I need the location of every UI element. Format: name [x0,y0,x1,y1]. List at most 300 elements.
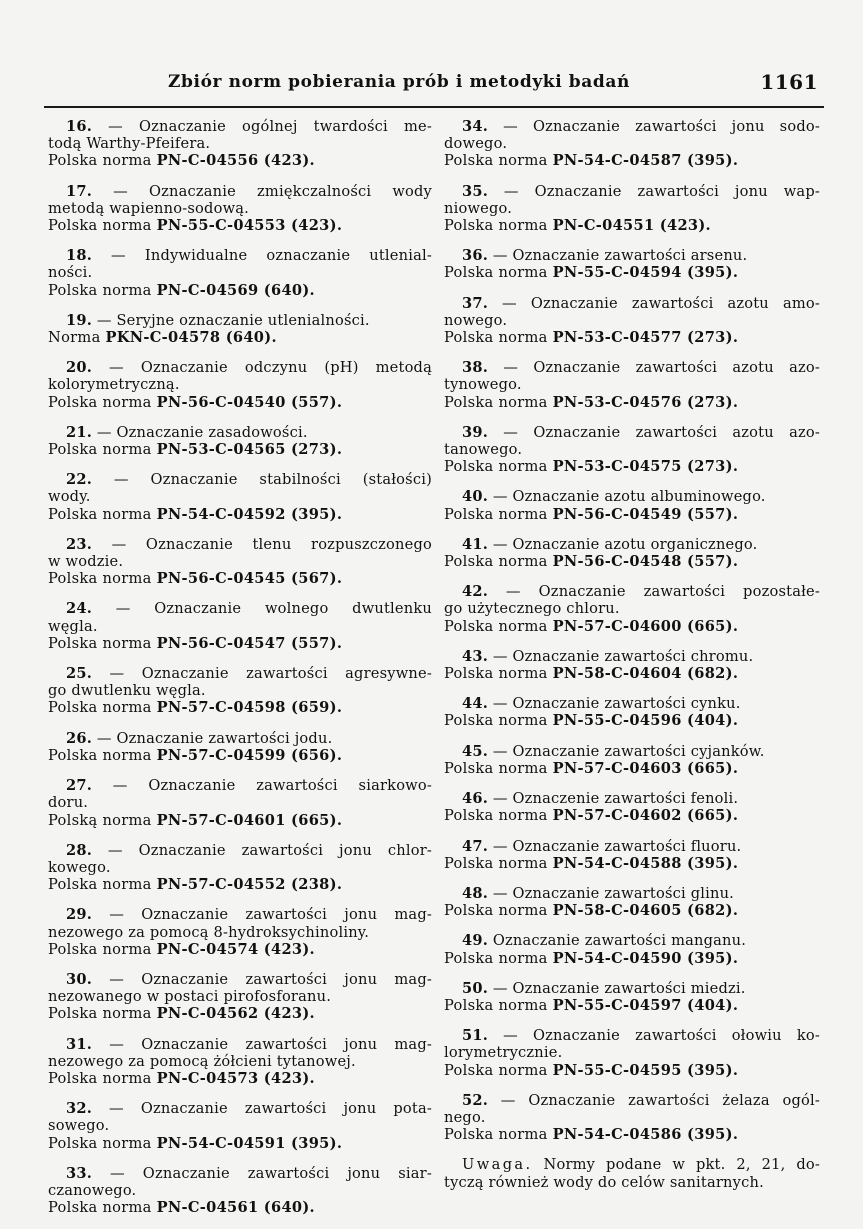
standard-code: PN-58-C-04605 (682). [552,902,739,920]
entry-number: 20. [66,359,92,377]
entry-title-text: — Oznaczanie zawartości jonu wap- [503,182,820,200]
standard-prefix: Polska norma [444,393,553,411]
entry-number: 37. [462,294,488,312]
entry-title-text: sowego. [48,1117,110,1135]
note-line [444,1156,820,1173]
standard-reference [444,458,820,475]
entry-number: 33. [66,1164,92,1182]
standard-reference [444,152,820,169]
entry-title-line [48,600,432,617]
entry-title-text: — Oznaczanie ogólnej twardości me- [108,118,432,135]
entry-title-text: — Oznaczanie zawartości jonu sodo- [503,118,821,135]
entry-title-line [48,1117,432,1134]
standard-reference [444,329,820,346]
entry-title-text: kolorymetryczną. [48,376,180,394]
entry-title-text: nezowanego w postaci pirofosforanu. [48,988,332,1006]
entry-title-text: — Oznaczanie azotu organicznego. [492,535,758,553]
entry-title-text: — Oznaczanie zawartości jonu pota- [109,1100,432,1118]
standard-code: PN-57-C-04601 (665). [156,811,343,829]
entry-title-line [444,695,820,712]
standard-code: PN-57-C-04552 (238). [156,876,343,894]
entry-title-line [444,488,820,505]
standard-code: PN-57-C-04598 (659). [156,699,343,717]
standard-reference [444,902,820,919]
standard-reference [48,570,432,587]
entry-number: 26. [66,729,92,747]
standard-reference [444,950,820,967]
standard-prefix: Polska norma [48,441,157,459]
standard-code: PN-56-C-04549 (557). [552,505,739,523]
entry-title-text: — Oznaczanie zawartości fluoru. [492,837,742,855]
standard-code: PN-54-C-04592 (395). [156,505,343,523]
entry-title-line [444,885,820,902]
standard-prefix: Polska norma [444,264,553,282]
standard-entry [444,980,820,1014]
entry-title-line [48,118,432,135]
entry-number: 28. [66,841,92,859]
standard-code: PN-54-C-04587 (395). [552,152,739,170]
entry-number: 22. [66,471,92,489]
entry-title-text: węgla. [48,617,98,635]
entry-title-line [48,1182,432,1199]
standard-reference [48,217,432,234]
standard-prefix: Polska norma [48,1069,157,1087]
entry-title-text: — Oznaczanie zawartości pozostałe- [505,583,820,601]
entry-number: 39. [462,423,488,441]
entry-number: 31. [66,1035,92,1053]
entry-number: 48. [462,884,488,902]
entry-title-text: czanowego. [48,1181,137,1199]
standard-code: PN-55-C-04597 (404). [552,996,739,1014]
entry-number: 29. [66,906,92,924]
standard-prefix: Polska norma [444,902,553,920]
standard-prefix: Polska norma [444,329,553,347]
entry-title-line [444,536,820,553]
entry-title-line [444,932,820,949]
standard-prefix: Polska norma [48,1005,157,1023]
standard-prefix: Polską norma [48,811,157,829]
standard-entry [444,1092,820,1144]
standard-reference [48,876,432,893]
standard-entry [48,1100,432,1152]
standard-code: PN-57-C-04600 (665). [552,617,739,635]
standard-prefix: Polska norma [444,217,553,235]
entry-title-line [48,682,432,699]
entry-title-text: — Oznaczanie zawartości azotu azo- [503,423,820,441]
standard-entry [444,424,820,476]
entry-number: 43. [462,647,488,665]
entry-title-line [444,295,820,312]
entry-title-line [48,971,432,988]
entry-number: 49. [462,932,488,950]
entry-title-line [444,1109,820,1126]
entry-number: 17. [66,182,92,200]
standard-code: PN-54-C-04590 (395). [552,949,739,967]
entry-title-text: — Oznaczanie zawartości żelaza ogól- [500,1091,820,1109]
entry-title-text: dowego. [444,135,508,153]
standard-entry [48,971,432,1023]
entry-number: 16. [66,118,92,135]
standard-entry [444,536,820,570]
standard-code: PN-54-C-04588 (395). [552,854,739,872]
standard-prefix: Polska norma [444,854,553,872]
entry-title-line [48,312,432,329]
standard-reference [48,635,432,652]
entry-title-line [48,988,432,1005]
note-line [444,1174,820,1191]
standard-code: PN-53-C-04575 (273). [552,458,739,476]
standard-code: PN-54-C-04586 (395). [552,1126,739,1144]
entry-title-line [48,536,432,553]
standard-code: PN-53-C-04565 (273). [156,441,343,459]
entry-title-text: — Seryjne oznaczanie utlenialności. [96,311,370,329]
entry-title-text: — Oznaczanie zawartości cynku. [492,695,741,713]
entry-title-text: — Oznaczanie zawartości arsenu. [492,247,748,265]
standard-entry [48,247,432,299]
entry-title-text: — Oznaczanie zawartości jonu mag- [109,970,432,988]
entry-title-line [48,1100,432,1117]
standard-code: PN-55-C-04596 (404). [552,712,739,730]
standard-prefix: Polska norma [444,505,553,523]
entry-title-text: — Oznaczanie wolnego dwutlenku [115,600,433,618]
standard-prefix: Polska norma [48,634,157,652]
standard-reference [48,282,432,299]
standard-prefix: Polska norma [444,996,553,1014]
entry-title-line [444,1044,820,1061]
entry-title-line [444,247,820,264]
entry-title-text: — Oznaczanie tlenu rozpuszczonego [111,535,432,553]
standard-reference [48,1005,432,1022]
entry-number: 52. [462,1091,488,1109]
standard-entry [48,906,432,958]
entry-title-text: kowego. [48,858,111,876]
entry-title-line [48,859,432,876]
entry-number: 45. [462,742,488,760]
entry-title-text: — Oznaczanie zmiękczalności wody [113,182,432,200]
entry-title-text: doru. [48,794,89,812]
standard-prefix: Norma [48,329,106,347]
entry-title-line [444,376,820,393]
entry-title-line [48,1053,432,1070]
standard-reference [48,1070,432,1087]
standard-code: PN-56-C-04540 (557). [156,393,343,411]
standard-prefix: Polska norma [48,393,157,411]
standard-prefix: Polska norma [444,759,553,777]
entry-number: 24. [66,600,92,618]
standard-entry [48,777,432,829]
entry-number: 36. [462,247,488,265]
standard-code: PN-56-C-04548 (557). [552,553,739,571]
standard-prefix: Polska norma [444,712,553,730]
standard-prefix: Polska norma [444,458,553,476]
entry-title-text: — Oznaczanie zawartości jonu chlor- [107,841,432,859]
entry-title-text: nezowego za pomocą 8-hydroksychinoliny. [48,923,370,941]
standard-entry [444,488,820,522]
standard-code: PN-55-C-04594 (395). [552,264,739,282]
standard-code: PN-C-04562 (423). [156,1005,315,1023]
entry-number: 19. [66,311,92,329]
standard-reference [444,553,820,570]
entry-title-line [444,583,820,600]
entry-title-text: niowego. [444,199,513,217]
entry-title-text: — Oznaczanie zawartości azotu azo- [503,359,820,377]
standard-prefix: Polska norma [48,699,157,717]
entry-number: 44. [462,695,488,713]
entry-title-line [48,471,432,488]
entry-title-line [48,842,432,859]
standard-entry [444,247,820,281]
standard-entry [48,359,432,411]
entry-number: 51. [462,1027,488,1045]
entry-title-text: — Oznaczanie zawartości jonu mag- [109,1035,432,1053]
entry-title-line [444,118,820,135]
standard-code: PN-56-C-04547 (557). [156,634,343,652]
entry-title-line [48,618,432,635]
standard-entry [444,838,820,872]
entry-title-text: nowego. [444,311,508,329]
standard-reference [444,997,820,1014]
entry-title-line [444,441,820,458]
entry-title-text: — Oznaczanie zasadowości. [96,423,308,441]
entry-title-line [48,200,432,217]
standard-code: PN-53-C-04576 (273). [552,393,739,411]
standard-code: PN-C-04569 (640). [156,281,315,299]
entry-number: 30. [66,970,92,988]
standard-code: PN-C-04551 (423). [552,217,711,235]
standard-entry [48,665,432,717]
standard-reference [444,665,820,682]
standard-reference [48,152,432,169]
standard-entry [48,1165,432,1217]
standard-prefix: Polska norma [48,940,157,958]
standard-entry [444,790,820,824]
entry-title-text: metodą wapienno-sodową. [48,199,249,217]
standard-reference [444,712,820,729]
standard-reference [48,747,432,764]
standard-entry [444,583,820,635]
standard-entry [444,295,820,347]
standard-code: PN-C-04561 (640). [156,1199,315,1217]
standard-code: PKN-C-04578 (640). [105,329,277,347]
page-header [44,66,824,108]
entry-title-line [444,1027,820,1044]
entry-title-line [444,980,820,997]
standard-code: PN-C-04556 (423). [156,152,315,170]
entry-title-line [48,794,432,811]
standard-prefix: Polska norma [444,807,553,825]
standard-code: PN-C-04573 (423). [156,1069,315,1087]
entry-number: 27. [66,777,92,795]
standard-reference [444,1062,820,1079]
entry-title-line [444,648,820,665]
entry-title-text: tanowego. [444,441,523,459]
entry-title-text: w wodzie. [48,553,124,571]
entry-title-line [444,183,820,200]
entry-title-text: go dwutlenku węgla. [48,682,206,700]
entry-title-line [48,247,432,264]
standard-code: PN-55-C-04595 (395). [552,1061,739,1079]
entry-title-text: — Oznaczanie zawartości jonu siar- [110,1164,432,1182]
entry-title-line [48,424,432,441]
standard-entry [48,118,432,170]
standard-prefix: Polska norma [444,665,553,683]
entry-number: 21. [66,423,92,441]
entry-title-text: — Oznaczanie zawartości agresywne- [109,665,432,683]
standard-reference [444,1126,820,1143]
note-label: Uwaga. [462,1156,533,1174]
entry-number: 23. [66,535,92,553]
standard-code: PN-58-C-04604 (682). [552,665,739,683]
entry-title-line [444,743,820,760]
standard-reference [444,618,820,635]
entry-title-text: ności. [48,264,93,282]
entry-title-line [48,359,432,376]
standard-entry [444,648,820,682]
standard-prefix: Polska norma [48,281,157,299]
standard-prefix: Polska norma [444,617,553,635]
note-paragraph [444,1156,820,1190]
standard-code: PN-55-C-04553 (423). [156,217,343,235]
entry-title-text: nezowego za pomocą żółcieni tytanowej. [48,1052,356,1070]
entry-number: 25. [66,665,92,683]
entry-title-line [48,553,432,570]
note-text: Normy podane w pkt. 2, 21, do- [543,1156,820,1174]
entry-title-text: — Oznaczanie zawartości cyjanków. [492,742,765,760]
standard-reference [48,441,432,458]
entry-title-text: — Oznaczanie zawartości azotu amo- [502,294,820,312]
entry-title-line [48,1036,432,1053]
entry-title-line [444,424,820,441]
left-column [48,118,432,1229]
standard-entry [48,730,432,764]
standard-entry [444,695,820,729]
entry-number: 38. [462,359,488,377]
note-text: tyczą również wody do celów sanitarnych. [444,1173,764,1191]
standard-prefix: Polska norma [48,152,157,170]
entry-title-text: lorymetrycznie. [444,1044,563,1062]
standard-prefix: Polska norma [48,570,157,588]
entry-number: 40. [462,488,488,506]
entry-number: 42. [462,583,488,601]
entry-title-line [48,906,432,923]
entry-title-line [48,488,432,505]
standard-reference [48,506,432,523]
entry-number: 47. [462,837,488,855]
standard-prefix: Polska norma [444,553,553,571]
entry-number: 35. [462,182,488,200]
entry-title-text: Oznaczanie zawartości manganu. [492,932,747,950]
standard-reference [444,506,820,523]
standard-prefix: Polska norma [48,217,157,235]
entry-title-text: go użytecznego chloru. [444,600,620,618]
entry-title-text: — Oznaczenie zawartości fenoli. [492,790,739,808]
standard-entry [444,183,820,235]
entry-title-line [48,730,432,747]
entry-number: 34. [462,118,488,135]
standard-code: PN-57-C-04602 (665). [552,807,739,825]
standard-entry [48,842,432,894]
standard-code: PN-54-C-04591 (395). [156,1134,343,1152]
entry-title-line [444,838,820,855]
standard-prefix: Polska norma [48,1199,157,1217]
standard-entry [444,118,820,170]
standard-entry [48,600,432,652]
entry-title-line [48,665,432,682]
standard-entry [444,932,820,966]
standard-reference [48,394,432,411]
entry-title-line [48,777,432,794]
entry-title-text: wody. [48,488,91,506]
standard-prefix: Polska norma [444,1061,553,1079]
standard-code: PN-C-04574 (423). [156,940,315,958]
standard-entry [444,885,820,919]
standard-reference [48,1199,432,1216]
standard-entry [48,536,432,588]
standard-code: PN-57-C-04599 (656). [156,746,343,764]
standard-code: PN-57-C-04603 (665). [552,759,739,777]
entry-title-line [444,790,820,807]
standard-reference [444,760,820,777]
entry-title-line [48,376,432,393]
page-title: Zbiór norm pobierania prób i metodyki badań [168,72,630,92]
standard-entry [444,359,820,411]
standard-entry [48,1036,432,1088]
entry-title-line [48,264,432,281]
page-number: 1161 [760,70,818,94]
standard-entry [48,312,432,346]
entry-title-text: tynowego. [444,376,522,394]
entry-title-text: — Oznaczanie zawartości jonu mag- [109,906,432,924]
entry-title-text: — Oznaczanie stabilności (stałości) [113,471,432,489]
entry-title-line [48,1165,432,1182]
standard-reference [48,941,432,958]
standard-reference [48,1135,432,1152]
standard-reference [444,394,820,411]
standard-prefix: Polska norma [48,1134,157,1152]
standard-reference [48,699,432,716]
entry-title-line [48,183,432,200]
entry-number: 41. [462,535,488,553]
entry-title-text: — Oznaczanie odczynu (pH) metodą [109,359,432,377]
entry-title-line [48,924,432,941]
standard-prefix: Polska norma [444,949,553,967]
standard-reference [444,855,820,872]
entry-title-text: — Oznaczanie zawartości chromu. [492,647,754,665]
standard-reference [444,807,820,824]
standard-entry [444,1027,820,1079]
entry-title-text: — Oznaczanie zawartości siarkowo- [112,777,432,795]
entry-number: 32. [66,1100,92,1118]
standard-prefix: Polska norma [48,876,157,894]
entry-title-text: — Oznaczanie zawartości miedzi. [492,979,746,997]
entry-title-line [444,359,820,376]
standard-entry [444,743,820,777]
entry-title-text: todą Warthy-Pfeifera. [48,135,211,153]
entry-title-line [444,200,820,217]
entry-title-line [444,135,820,152]
right-column [444,118,820,1191]
entry-number: 18. [66,247,92,265]
standard-reference [48,329,432,346]
standard-prefix: Polska norma [444,152,553,170]
entry-number: 50. [462,979,488,997]
standard-code: PN-53-C-04577 (273). [552,329,739,347]
standard-reference [444,264,820,281]
entry-title-text: — Oznaczanie zawartości jodu. [96,729,333,747]
standard-prefix: Polska norma [48,746,157,764]
entry-title-text: nego. [444,1108,486,1126]
standard-reference [48,812,432,829]
